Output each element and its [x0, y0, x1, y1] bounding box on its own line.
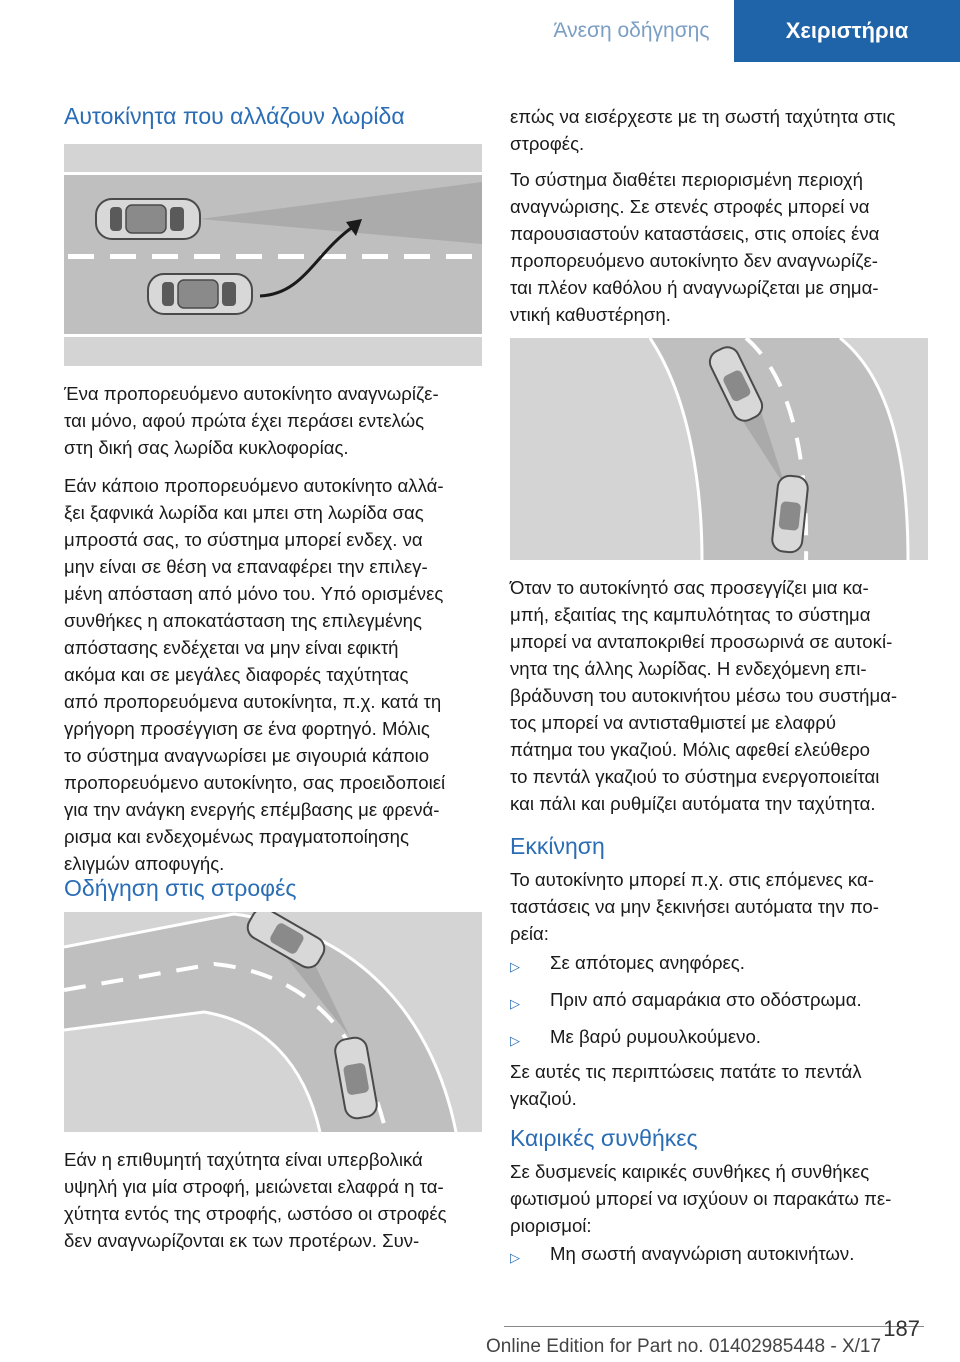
list-item	[510, 1023, 928, 1060]
text-line: αναγνώρισης. Σε στενές στροφές μπορεί να	[510, 196, 870, 217]
lane-change-illustration	[64, 144, 482, 366]
text-line: επώς να εισέρχεστε με τη σωστή ταχύτητα στις	[510, 106, 896, 127]
text-line: βράδυνση του αυτοκινήτου μέσω του συστήμα-	[510, 685, 898, 706]
text-line: μπορεί να ανταποκριθεί προσωρινά σε αυτοκί-	[510, 631, 893, 652]
text-line: ταστάσεις να μην ξεκινήσει αυτόματα την πο-	[510, 896, 879, 917]
text-line: τος μπορεί να αντισταθμιστεί με ελαφρύ	[510, 712, 836, 733]
footer-divider	[504, 1326, 924, 1327]
text-line: στη δική σας λωρίδα κυκλοφορίας.	[64, 437, 349, 458]
text-line: μπή, εξαιτίας της καμπυλότητας το σύστημα	[510, 604, 871, 625]
triangle-bullet-icon: ▷	[510, 1250, 520, 1265]
heading-weather: Καιρικές συνθήκες	[510, 1125, 698, 1151]
triangle-bullet-icon: ▷	[510, 959, 520, 974]
text-line: Σε δυσμενείς καιρικές συνθήκες ή συνθήκες	[510, 1161, 870, 1182]
list-item-text: Μη σωστή αναγνώριση αυτοκινήτων.	[550, 1243, 855, 1264]
list-item-text: Πριν από σαμαράκια στο οδόστρωμα.	[550, 989, 862, 1010]
figure-bend	[510, 338, 928, 560]
text-line: φωτισμού μπορεί να ισχύουν οι παρακάτω πε-	[510, 1188, 892, 1209]
text-line: μπροστά σας, το σύστημα μπορεί ενδεχ. να	[64, 529, 423, 550]
text-line: το πεντάλ γκαζιού το σύστημα ενεργοποιείται	[510, 766, 880, 787]
figure-lane-change	[64, 144, 482, 366]
text-line: για την ανάγκη ενεργής επέμβασης με φρενά-	[64, 799, 440, 820]
text-line: ντική καθυστέρηση.	[510, 304, 671, 325]
text-line: το σύστημα αναγνωρίσει με σιγουριά κάποιο	[64, 745, 430, 766]
text-line: υψηλή για μία στροφή, μειώνεται ελαφρά η τα-	[64, 1176, 444, 1197]
bullet-list-weather	[510, 1240, 928, 1277]
list-item	[510, 1240, 928, 1277]
text-line: παρουσιαστούν καταστάσεις, στις οποίες ένα	[510, 223, 880, 244]
text-line: δεν αναγνωρίζονται εκ των προτέρων. Συν-	[64, 1230, 420, 1251]
text-line: ελιγμών αποφυγής.	[64, 853, 225, 874]
text-line: στροφές.	[510, 133, 585, 154]
triangle-bullet-icon: ▷	[510, 1033, 520, 1048]
text-line: από προπορευόμενα αυτοκίνητα, π.χ. κατά τη	[64, 691, 442, 712]
text-line: ται μόνο, αφού πρώτα έχει περάσει εντελώς	[64, 410, 425, 431]
list-item	[510, 949, 928, 986]
bullet-list-start	[510, 949, 928, 1060]
text-line: γρήγορη προσέγγιση σε ένα φορτηγό. Μόλις	[64, 718, 430, 739]
text-line: μένη απόσταση από μόνο του. Υπό ορισμένες	[64, 583, 444, 604]
header-tabs	[529, 0, 960, 62]
list-item-text: Με βαρύ ρυμουλκούμενο.	[550, 1026, 761, 1047]
chapter-tab: Χειριστήρια	[734, 0, 960, 62]
curve-illustration	[64, 912, 482, 1132]
text-line: ακόμα και σε μεγάλες διαφορές ταχύτητας	[64, 664, 409, 685]
text-line: μην είναι σε θέση να επαναφέρει την επιλεγ-	[64, 556, 428, 577]
edition-note: Online Edition for Part no. 01402985448 - X/17	[486, 1336, 882, 1357]
section-tab: Άνεση οδήγησης	[529, 0, 734, 62]
heading-curves: Οδήγηση στις στροφές	[64, 875, 297, 901]
list-item	[510, 986, 928, 1023]
text-line: Σε αυτές τις περιπτώσεις πατάτε το πεντάλ	[510, 1061, 862, 1082]
bend-illustration	[510, 338, 928, 560]
text-line: συνθήκες η αποκατάσταση της επιλεγμένης	[64, 610, 422, 631]
text-line: χύτητα εντός της στροφής, ωστόσο οι στροφές	[64, 1203, 447, 1224]
page-number: 187	[883, 1316, 920, 1341]
list-item-text: Σε απότομες ανηφόρες.	[550, 952, 745, 973]
triangle-bullet-icon: ▷	[510, 996, 520, 1011]
text-line: απόστασης ενδέχεται να μην είναι εφικτή	[64, 637, 399, 658]
text-line: γκαζιού.	[510, 1088, 577, 1109]
text-line: πάτημα του γκαζιού. Μόλις αφεθεί ελεύθερο	[510, 739, 870, 760]
text-line: Εάν κάποιο προπορευόμενο αυτοκίνητο αλλά-	[64, 475, 444, 496]
text-line: ται πλέον καθόλου ή αναγνωρίζεται με σημα-	[510, 277, 879, 298]
text-line: ρεία:	[510, 923, 549, 944]
text-line: ρισμα και ενδεχομένως πραγματοποίησης	[64, 826, 409, 847]
text-line: προπορευόμενο αυτοκίνητο, σας προειδοποιεί	[64, 772, 446, 793]
heading-lane-change: Αυτοκίνητα που αλλάζουν λωρίδα	[64, 103, 405, 129]
car-merging	[148, 274, 252, 314]
text-line: ξει ξαφνικά λωρίδα και μπει στη λωρίδα σας	[64, 502, 424, 523]
text-line: νητα της άλλης λωρίδας. Η ενδεχόμενη επι-	[510, 658, 867, 679]
text-line: Όταν το αυτοκίνητό σας προσεγγίζει μια κα-	[510, 577, 869, 598]
text-line: Το αυτοκίνητο μπορεί π.χ. στις επόμενες κα-	[510, 869, 874, 890]
text-line: και πάλι και ρυθμίζει αυτόματα την ταχύτητα.	[510, 793, 876, 814]
figure-curves	[64, 912, 482, 1132]
car-own	[96, 199, 200, 239]
text-line: Το σύστημα διαθέτει περιορισμένη περιοχή	[510, 169, 863, 190]
text-line: Εάν η επιθυμητή ταχύτητα είναι υπερβολικά	[64, 1149, 423, 1170]
text-line: ριορισμοί:	[510, 1215, 592, 1236]
heading-start: Εκκίνηση	[510, 833, 605, 859]
text-line: προπορευόμενο αυτοκίνητο δεν αναγνωρίζε-	[510, 250, 878, 271]
text-line: Ένα προπορευόμενο αυτοκίνητο αναγνωρίζε-	[64, 383, 439, 404]
